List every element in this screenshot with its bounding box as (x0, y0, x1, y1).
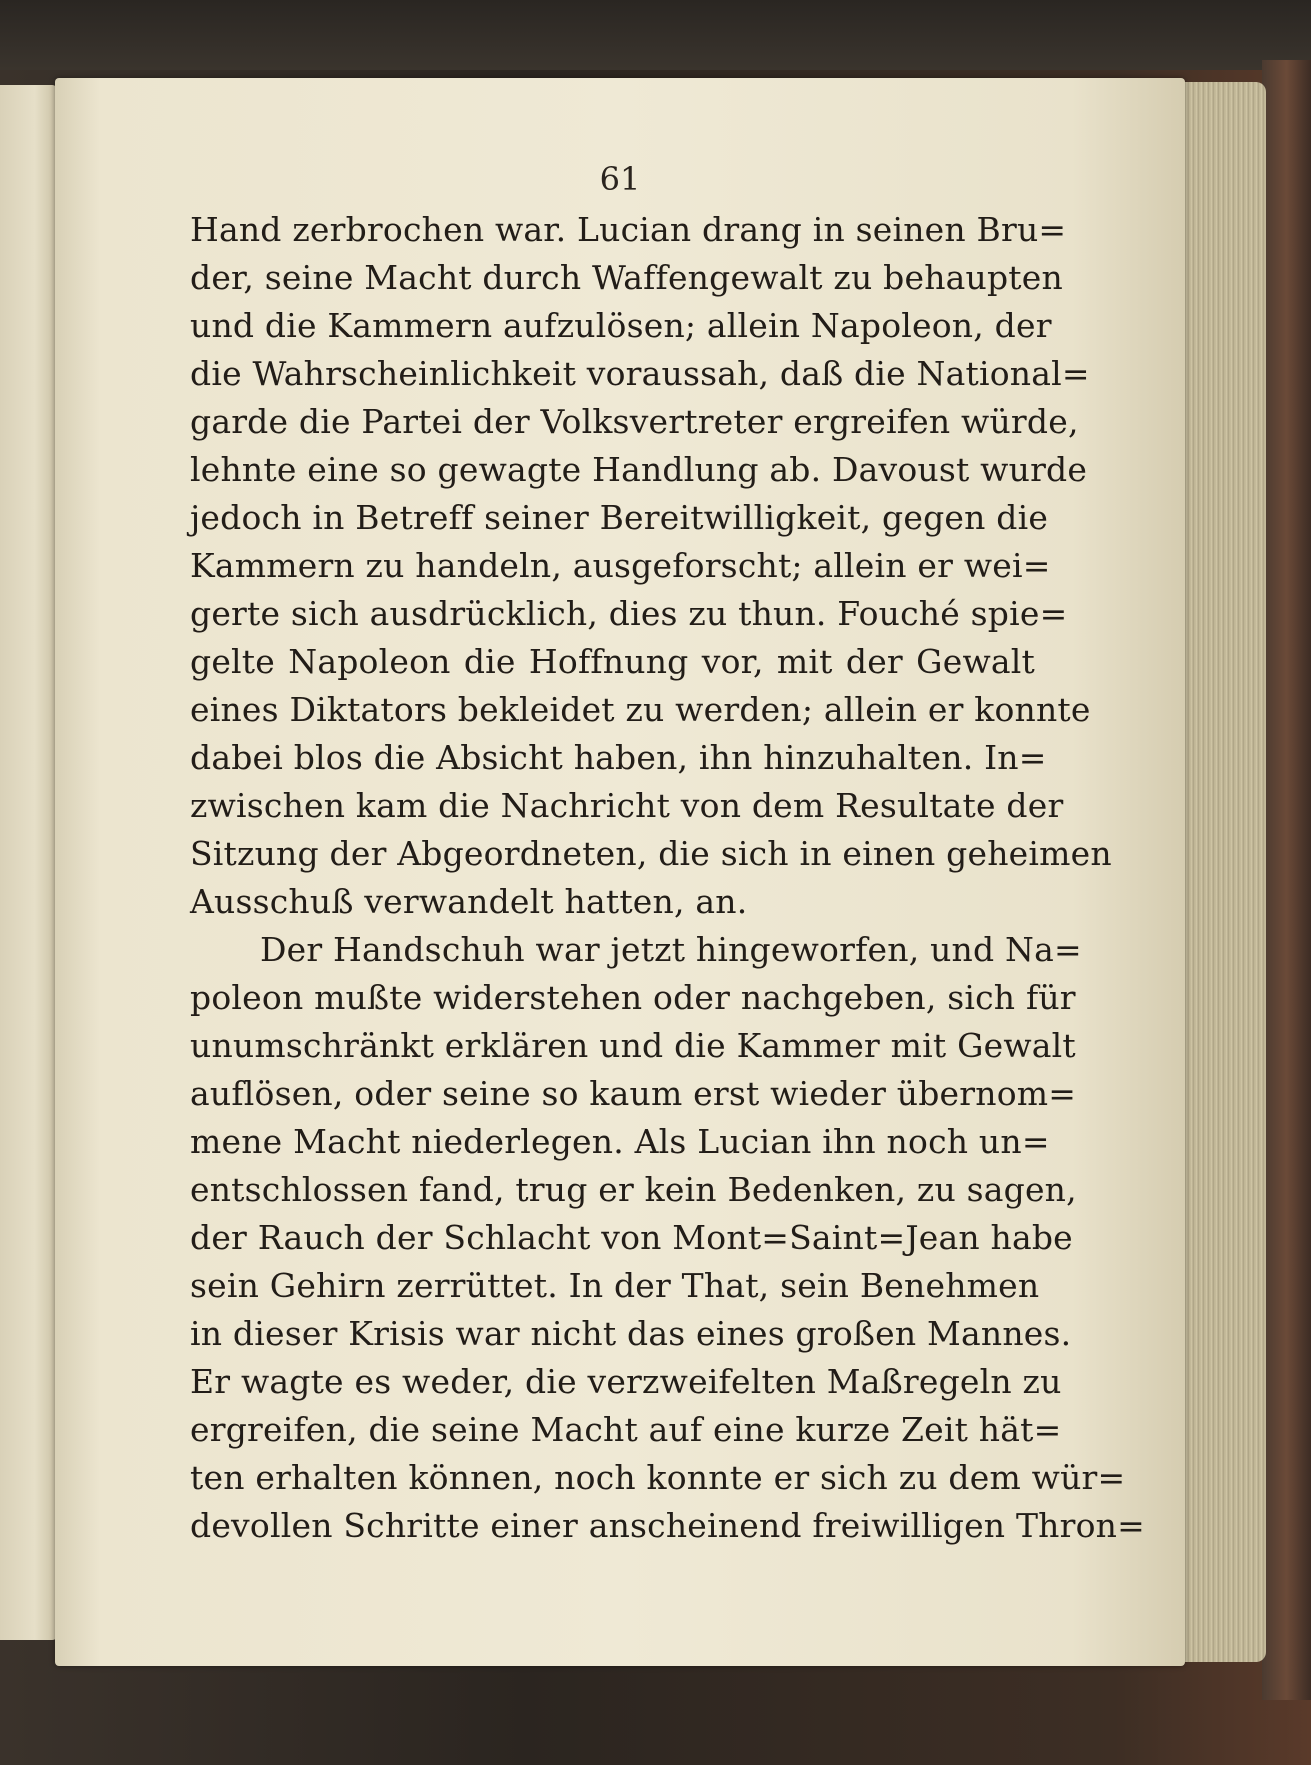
book-cover-right (1262, 60, 1311, 1700)
page-number: 61 (599, 160, 641, 198)
text-line: mene Macht niederlegen. Als Lucian ihn noch un= (190, 1122, 1050, 1161)
book-cover-top (0, 0, 1311, 70)
text-line: lehnte eine so gewagte Handlung ab. Davoust wurde (190, 450, 1088, 489)
text-line: Ausschuß verwandelt hatten, an. (190, 882, 748, 921)
text-line: Der Handschuh war jetzt hingeworfen, und Na= (260, 930, 1082, 969)
text-line: unumschränkt erklären und die Kammer mit Gewalt (190, 1026, 1076, 1065)
text-line: auflösen, oder seine so kaum erst wieder übernom= (190, 1074, 1077, 1113)
page-text (190, 206, 1145, 1550)
text-line: und die Kammern aufzulösen; allein Napoleon, der (190, 306, 1052, 345)
text-line: dabei blos die Absicht haben, ihn hinzuhalten. In= (190, 738, 1047, 777)
text-line: Sitzung der Abgeordneten, die sich in einen geheimen (190, 834, 1112, 873)
text-line: der Rauch der Schlacht von Mont=Saint=Jean habe (190, 1218, 1073, 1257)
text-line: Er wagte es weder, die verzweifelten Maßregeln zu (190, 1362, 1062, 1401)
text-line: Hand zerbrochen war. Lucian drang in seinen Bru= (190, 210, 1067, 249)
text-line: Kammern zu handeln, ausgeforscht; allein er wei= (190, 546, 1051, 585)
text-line: in dieser Krisis war nicht das eines großen Mannes. (190, 1314, 1072, 1353)
text-line: eines Diktators bekleidet zu werden; allein er konnte (190, 690, 1091, 729)
text-line: die Wahrscheinlichkeit voraussah, daß die National= (190, 354, 1090, 393)
text-line: der, seine Macht durch Waffengewalt zu behaupten (190, 258, 1063, 297)
text-line: entschlossen fand, trug er kein Bedenken, zu sagen, (190, 1170, 1077, 1209)
text-line: devollen Schritte einer anscheinend freiwilligen Thron= (190, 1506, 1145, 1545)
text-line: ergreifen, die seine Macht auf eine kurze Zeit hät= (190, 1410, 1062, 1449)
text-line: gerte sich ausdrücklich, dies zu thun. Fouché spie= (190, 594, 1068, 633)
text-line: poleon mußte widerstehen oder nachgeben, sich für (190, 978, 1076, 1017)
text-line: sein Gehirn zerrüttet. In der That, sein Benehmen (190, 1266, 1040, 1305)
text-line: zwischen kam die Nachricht von dem Resultate der (190, 786, 1064, 825)
text-line: garde die Partei der Volksvertreter ergreifen würde, (190, 402, 1079, 441)
text-line: jedoch in Betreff seiner Bereitwilligkeit, gegen die (190, 498, 1049, 537)
facing-page-edge (0, 85, 58, 1640)
text-line: gelte Napoleon die Hoffnung vor, mit der Gewalt (190, 642, 1035, 681)
text-line: ten erhalten können, noch konnte er sich zu dem wür= (190, 1458, 1126, 1497)
